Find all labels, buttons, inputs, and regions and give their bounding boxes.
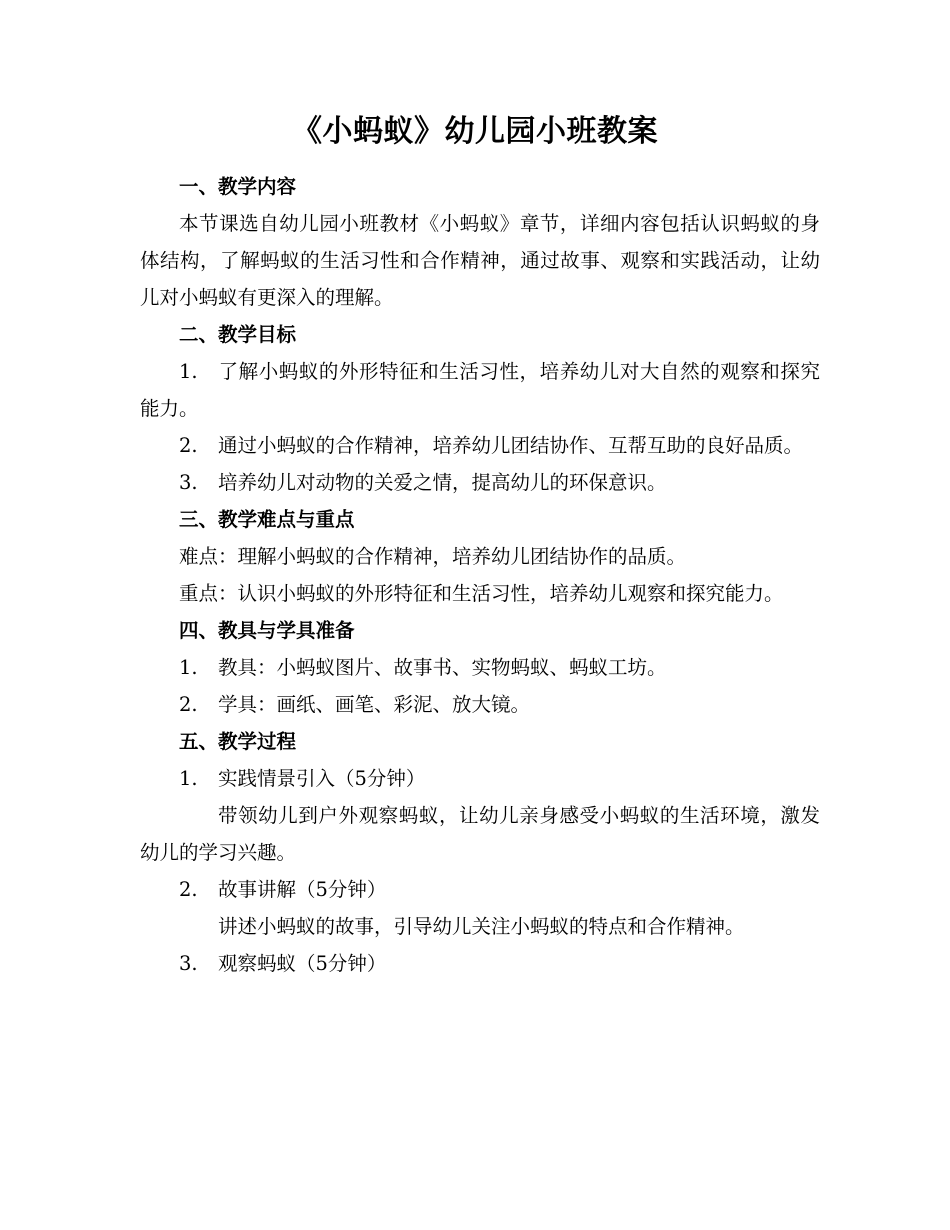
document-title: 《小蚂蚁》幼儿园小班教案 <box>292 114 658 149</box>
list-item-number: 2. <box>179 434 198 457</box>
list-item-text: 教具：小蚂蚁图片、故事书、实物蚂蚁、蚂蚁工坊。 <box>218 656 667 679</box>
step-title-text: 实践情景引入（5分钟） <box>218 767 426 790</box>
step-title-text: 故事讲解（5分钟） <box>218 878 387 901</box>
list-item-text: 通过小蚂蚁的合作精神，培养幼儿团结协作、互帮互助的良好品质。 <box>218 434 804 457</box>
step-number: 3. <box>179 952 198 975</box>
section-heading: 一、教学内容 <box>179 175 297 198</box>
paragraph: 重点：认识小蚂蚁的外形特征和生活习性，培养幼儿观察和探究能力。 <box>179 582 784 605</box>
step-title <box>140 945 820 982</box>
section-heading: 五、教学过程 <box>179 730 297 753</box>
paragraph: 难点：理解小蚂蚁的合作精神，培养幼儿团结协作的品质。 <box>179 545 687 568</box>
step-number: 2. <box>179 878 198 901</box>
section-heading: 三、教学难点与重点 <box>179 508 355 531</box>
list-item <box>140 686 820 723</box>
step-number: 1. <box>179 767 198 790</box>
list-item-number: 1. <box>179 656 198 679</box>
list-item-number: 1. <box>179 360 198 383</box>
section-heading: 四、教具与学具准备 <box>179 619 355 642</box>
paragraph: 本节课选自幼儿园小班教材《小蚂蚁》章节，详细内容包括认识蚂蚁的身体结构，了解蚂蚁的生活习性和合作精神，通过故事、观察和实践活动，让幼儿对小蚂蚁有更深入的理解。 <box>140 212 820 309</box>
step-description: 带领幼儿到户外观察蚂蚁，让幼儿亲身感受小蚂蚁的生活环境，激发幼儿的学习兴趣。 <box>140 804 820 864</box>
list-item <box>140 464 820 501</box>
step-title <box>140 871 820 908</box>
list-item-number: 2. <box>179 693 198 716</box>
list-item-text: 培养幼儿对动物的关爱之情，提高幼儿的环保意识。 <box>218 471 667 494</box>
list-item <box>140 353 820 427</box>
list-item <box>140 427 820 464</box>
section-heading: 二、教学目标 <box>179 323 297 346</box>
list-item <box>140 649 820 686</box>
document-body <box>140 168 820 982</box>
step-title <box>140 760 820 797</box>
list-item-text: 了解小蚂蚁的外形特征和生活习性，培养幼儿对大自然的观察和探究能力。 <box>140 360 820 420</box>
list-item-text: 学具：画纸、画笔、彩泥、放大镜。 <box>218 693 531 716</box>
step-title-text: 观察蚂蚁（5分钟） <box>218 952 387 975</box>
step-description: 讲述小蚂蚁的故事，引导幼儿关注小蚂蚁的特点和合作精神。 <box>218 915 745 938</box>
list-item-number: 3. <box>179 471 198 494</box>
